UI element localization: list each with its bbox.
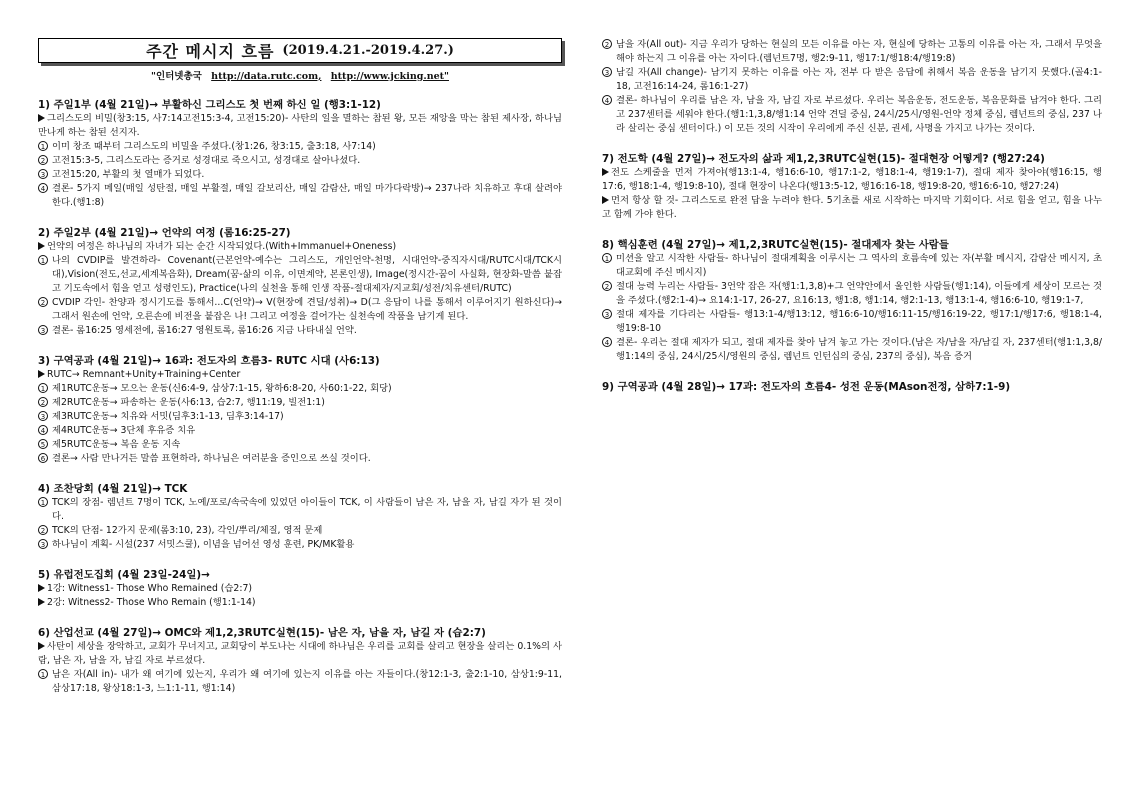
section-4 [38, 482, 562, 552]
triangle-bullet-icon [602, 196, 609, 204]
circle-number-icon: 3 [38, 325, 48, 335]
circle-number-icon: 2 [38, 297, 48, 307]
page-date: (2019.4.21.-2019.4.27.) [282, 43, 454, 58]
list-item: 4 결론- 5가지 메일(매일 성탄절, 매일 부활절, 매일 갈보리산, 매일 감람산, 매일 마가다락방)→ 237나라 치유하고 후대 살려야 한다.(행1:8) [38, 182, 562, 210]
section-para: 전도 스케줄을 먼저 가져야(행13:1-4, 행16:6-10, 행17:1-2, 행18:1-4, 행19:1-7), 절대 제자 찾아야(행16:15, 행17:6, 행18:1-4, 행19:8-10), 절대 현장이 나온다(행13:5-12, 행16:16-18, 행19:8-20, 행16:6-10, 행27:24) [602, 167, 1102, 192]
list-item: 4 결론- 하나님이 우리를 남은 자, 남을 자, 남길 자로 부르셨다. 우리는 복음운동, 전도운동, 복음문화를 남겨야 한다. 그리고 237센터를 세워야 한다.(행1:1,3,8/행1:14 언약 견딜 중심, 24시/25시/영원-언약 정체 중심, 렘넌트의 중심, 237 나라 살리는 중심 센터이다.) 이 모든 것의 시작이 우리에게 주신 신분, 권세, 사명을 가지고 나가는 것이다. [602, 94, 1102, 136]
item-list [38, 668, 562, 696]
circle-number-icon: 2 [38, 155, 48, 165]
circle-number-icon: 3 [38, 411, 48, 421]
left-column [38, 0, 562, 696]
circle-number-icon: 3 [602, 309, 612, 319]
section-9 [602, 380, 1102, 394]
triangle-bullet-icon [38, 584, 45, 592]
circle-number-icon: 2 [602, 281, 612, 291]
circle-number-icon: 3 [38, 539, 48, 549]
circle-number-icon: 3 [602, 67, 612, 77]
circle-number-icon: 2 [38, 397, 48, 407]
list-item: 2 남을 자(All out)- 지금 우리가 당하는 현실의 모든 이유를 아는 자, 현실에 당하는 고통의 이유를 아는 자, 그래서 무엇을 해야 하는지 그 이유를 아는 자이다.(렘넌트7명, 행2:9-11, 행17:1/행18:4/행19:8) [602, 38, 1102, 66]
triangle-bullet-icon [38, 242, 45, 250]
item-list [38, 254, 562, 338]
triangle-bullet-icon [38, 598, 45, 606]
circle-number-icon: 1 [38, 383, 48, 393]
triangle-bullet-icon [38, 114, 45, 122]
section-5 [38, 568, 562, 610]
list-item: 3 결론- 롬16:25 영세전에, 롬16:27 영원토록, 롬16:26 지금 나타내실 언약. [38, 324, 562, 338]
list-item: 1 미션을 알고 시작한 사람들- 하나님이 절대계획을 이루시는 그 역사의 흐름속에 있는 자(부활 메시지, 감람산 메시지, 초대교회에 주신 메시지) [602, 252, 1102, 280]
list-item: 3 남길 자(All change)- 남기지 못하는 이유를 아는 자, 전부 다 받은 응답에 취해서 복음 운동을 남기지 못했다.(골4:1-18, 고전16:14-24, 롬16:1-27) [602, 66, 1102, 94]
right-column [602, 0, 1102, 394]
circle-number-icon: 1 [38, 255, 48, 265]
circle-number-icon: 1 [602, 253, 612, 263]
item-list [38, 140, 562, 210]
triangle-bullet-icon [38, 642, 45, 650]
lecture-line: 2강: Witness2- Those Who Remain (행1:1-14) [38, 596, 562, 610]
list-item: 4 제4RUTC운동→ 3단체 후유증 치유 [38, 424, 562, 438]
circle-number-icon: 3 [38, 169, 48, 179]
page-title: 주간 메시지 흐름 [146, 42, 275, 61]
section-1 [38, 98, 562, 210]
section-title: 2) 주일2부 (4월 21일)→ 언약의 여정 (롬16:25-27) [38, 227, 291, 239]
section-title: 4) 조찬당회 (4월 21일)→ TCK [38, 483, 188, 495]
list-item: 5 제5RUTC운동→ 복음 운동 지속 [38, 438, 562, 452]
list-item: 6 결론→ 사람 만나거든 말씀 표현하라, 하나님은 여러분을 증인으로 쓰실 것이다. [38, 452, 562, 466]
item-list [602, 252, 1102, 364]
list-item: 1 남은 자(All in)- 내가 왜 여기에 있는지, 우리가 왜 여기에 있는지 이유를 아는 자들이다.(창12:1-3, 출2:1-10, 삼상1:9-11, 삼상17:18, 왕상18:1-3, 느1:1-11, 행1:14) [38, 668, 562, 696]
section-intro: RUTC→ Remnant+Unity+Training+Center [38, 368, 562, 382]
circle-number-icon: 4 [602, 337, 612, 347]
list-item: 3 고전15:20, 부활의 첫 열매가 되었다. [38, 168, 562, 182]
circle-number-icon: 4 [602, 95, 612, 105]
list-item: 3 절대 제자를 기다리는 사람들- 행13:1-4/행13:12, 행16:6-10/행16:11-15/행16:19-22, 행17:1/행17:6, 행18:1-4, 행19:8-10 [602, 308, 1102, 336]
item-list [38, 496, 562, 552]
source-link-data[interactable]: http://data.rutc.com, [211, 71, 322, 82]
section-title: 9) 구역공과 (4월 28일)→ 17과: 전도자의 흐름4- 성전 운동(MAson전정, 삼하7:1-9) [602, 381, 1011, 393]
source-line [38, 68, 562, 82]
section-title: 8) 핵심훈련 (4월 27일)→ 제1,2,3RUTC실현(15)- 절대제자 찾는 사람들 [602, 239, 949, 251]
source-label: "인터넷총국 [151, 71, 202, 82]
section-3 [38, 354, 562, 466]
circle-number-icon: 2 [38, 525, 48, 535]
circle-number-icon: 1 [38, 141, 48, 151]
triangle-bullet-icon [38, 370, 45, 378]
list-item: 3 하나님이 계획- 시설(237 서밋스쿨), 이념을 넘어선 영성 훈련, PK/MK활용 [38, 538, 562, 552]
section-intro: 그리스도의 비밀(창3:15, 사7:14고전15:3-4, 고전15:20)- 사탄의 일을 멸하는 참된 왕, 모든 재앙을 막는 참된 제사장, 하나님 만나게 하는 참된 선지자. [38, 113, 562, 138]
list-item: 1 TCK의 장점- 렘넌트 7명이 TCK, 노예/포로/속국속에 있었던 아이들이 TCK, 이 사람들이 남은 자, 남을 자, 남길 자가 된 것이다. [38, 496, 562, 524]
section-title: 3) 구역공과 (4월 21일)→ 16과: 전도자의 흐름3- RUTC 시대 (사6:13) [38, 355, 380, 367]
circle-number-icon: 4 [38, 425, 48, 435]
list-item: 1 제1RUTC운동→ 모으는 운동(신6:4-9, 삼상7:1-15, 왕하6:8-20, 사60:1-22, 회당) [38, 382, 562, 396]
section-8 [602, 238, 1102, 364]
page-title-box [38, 38, 562, 63]
list-item: 2 고전15:3-5, 그리스도라는 증거로 성경대로 죽으시고, 성경대로 살아나셨다. [38, 154, 562, 168]
continued-item-list [602, 38, 1102, 136]
list-item: 4 결론- 우리는 절대 제자가 되고, 절대 제자를 찾아 남겨 놓고 가는 것이다.(남은 자/남을 자/남길 자, 237센터(행1:1,3,8/행1:14의 중심, 24시/25시/영원의 중심, 렘넌트 인턴십의 중심, 237의 중심), 복음 증거 [602, 336, 1102, 364]
lecture-line: 1강: Witness1- Those Who Remained (습2:7) [38, 582, 562, 596]
section-title: 5) 유럽전도집회 (4월 23일-24일)→ [38, 569, 210, 581]
section-intro: 사탄이 세상을 장악하고, 교회가 무너지고, 교회당이 부도나는 시대에 하나님은 우리를 교회를 살리고 현장을 살리는 0.1%의 사람, 남은 자, 남을 자, 남길 자로 부르셨다. [38, 641, 562, 666]
item-list [38, 382, 562, 466]
section-title: 7) 전도학 (4월 27일)→ 전도자의 삶과 제1,2,3RUTC실현(15)- 절대현장 어떻게? (행27:24) [602, 153, 1045, 165]
section-2 [38, 226, 562, 338]
section-7 [602, 152, 1102, 222]
list-item: 1 이미 창조 때부터 그리스도의 비밀을 주셨다.(창1:26, 창3:15, 출3:18, 사7:14) [38, 140, 562, 154]
section-6 [38, 626, 562, 696]
triangle-bullet-icon [602, 168, 609, 176]
section-title: 6) 산업선교 (4월 27일)→ OMC와 제1,2,3RUTC실현(15)- 남은 자, 남을 자, 남길 자 (습2:7) [38, 627, 486, 639]
circle-number-icon: 6 [38, 453, 48, 463]
list-item: 3 제3RUTC운동→ 치유와 서밋(딤후3:1-13, 딤후3:14-17) [38, 410, 562, 424]
circle-number-icon: 1 [38, 497, 48, 507]
list-item: 2 절대 능력 누리는 사람들- 3언약 잡은 자(행1:1,3,8)+그 언약안에서 울인한 사람들(행1:14), 이들에게 세상이 모르는 것을 주셨다.(행2:1-4)→ 요14:1-17, 26-27, 요16:13, 행1:8, 행1:14, 행2:1-13, 행13:1-4, 행16:6-10, 행19:1-7, [602, 280, 1102, 308]
list-item: 2 제2RUTC운동→ 파송하는 운동(사6:13, 습2:7, 행11:19, 빌전1:1) [38, 396, 562, 410]
section-title: 1) 주일1부 (4월 21일)→ 부활하신 그리스도 첫 번째 하신 일 (행3:1-12) [38, 99, 381, 111]
section-intro: 언약의 여정은 하나님의 자녀가 되는 순간 시작되었다.(With+Immanuel+Oneness) [38, 240, 562, 254]
circle-number-icon: 2 [602, 39, 612, 49]
list-item: 2 TCK의 단점- 12가지 문제(롬3:10, 23), 각인/뿌리/체질, 영적 문제 [38, 524, 562, 538]
list-item: 2 CVDIP 각인- 찬양과 정시기도를 통해서...C(언약)→ V(현장에 견딜/성취)→ D(그 응답이 나를 통해서 이루어지기 원하신다)→ 그래서 원손에 언약, 오른손에 비전을 붙잡은 나! 그리고 여정을 걸어가는 실천속에 작품을 남기게 된다. [38, 296, 562, 324]
circle-number-icon: 5 [38, 439, 48, 449]
list-item: 1 나의 CVDIP를 발견하라- Covenant(근본언약-예수는 그리스도, 개인언약-천명, 시대언약-중직자시대/RUTC시대/TCK시대),Vision(전도,선교,세계복음화), Dream(꿈-삶의 이유, 이면계약, 본론인생), Image(정시간-꿈이 사실화, 현장화-말씀 붙잡고 기도속에서 힘을 얻고 성령인도), Practice(나의 실천을 통해 인생 작품-절대제자/지교회/성전/치유센터/RUTC) [38, 254, 562, 296]
source-link-jcking[interactable]: http://www.jcking.net" [330, 71, 449, 82]
section-para: 먼저 항상 할 것- 그리스도로 완전 답을 누려야 한다. 5기초를 새로 시작하는 마지막 기회이다. 서로 힘을 얻고, 힘을 나누고 함께 가야 한다. [602, 195, 1102, 220]
circle-number-icon: 4 [38, 183, 48, 193]
circle-number-icon: 1 [38, 669, 48, 679]
